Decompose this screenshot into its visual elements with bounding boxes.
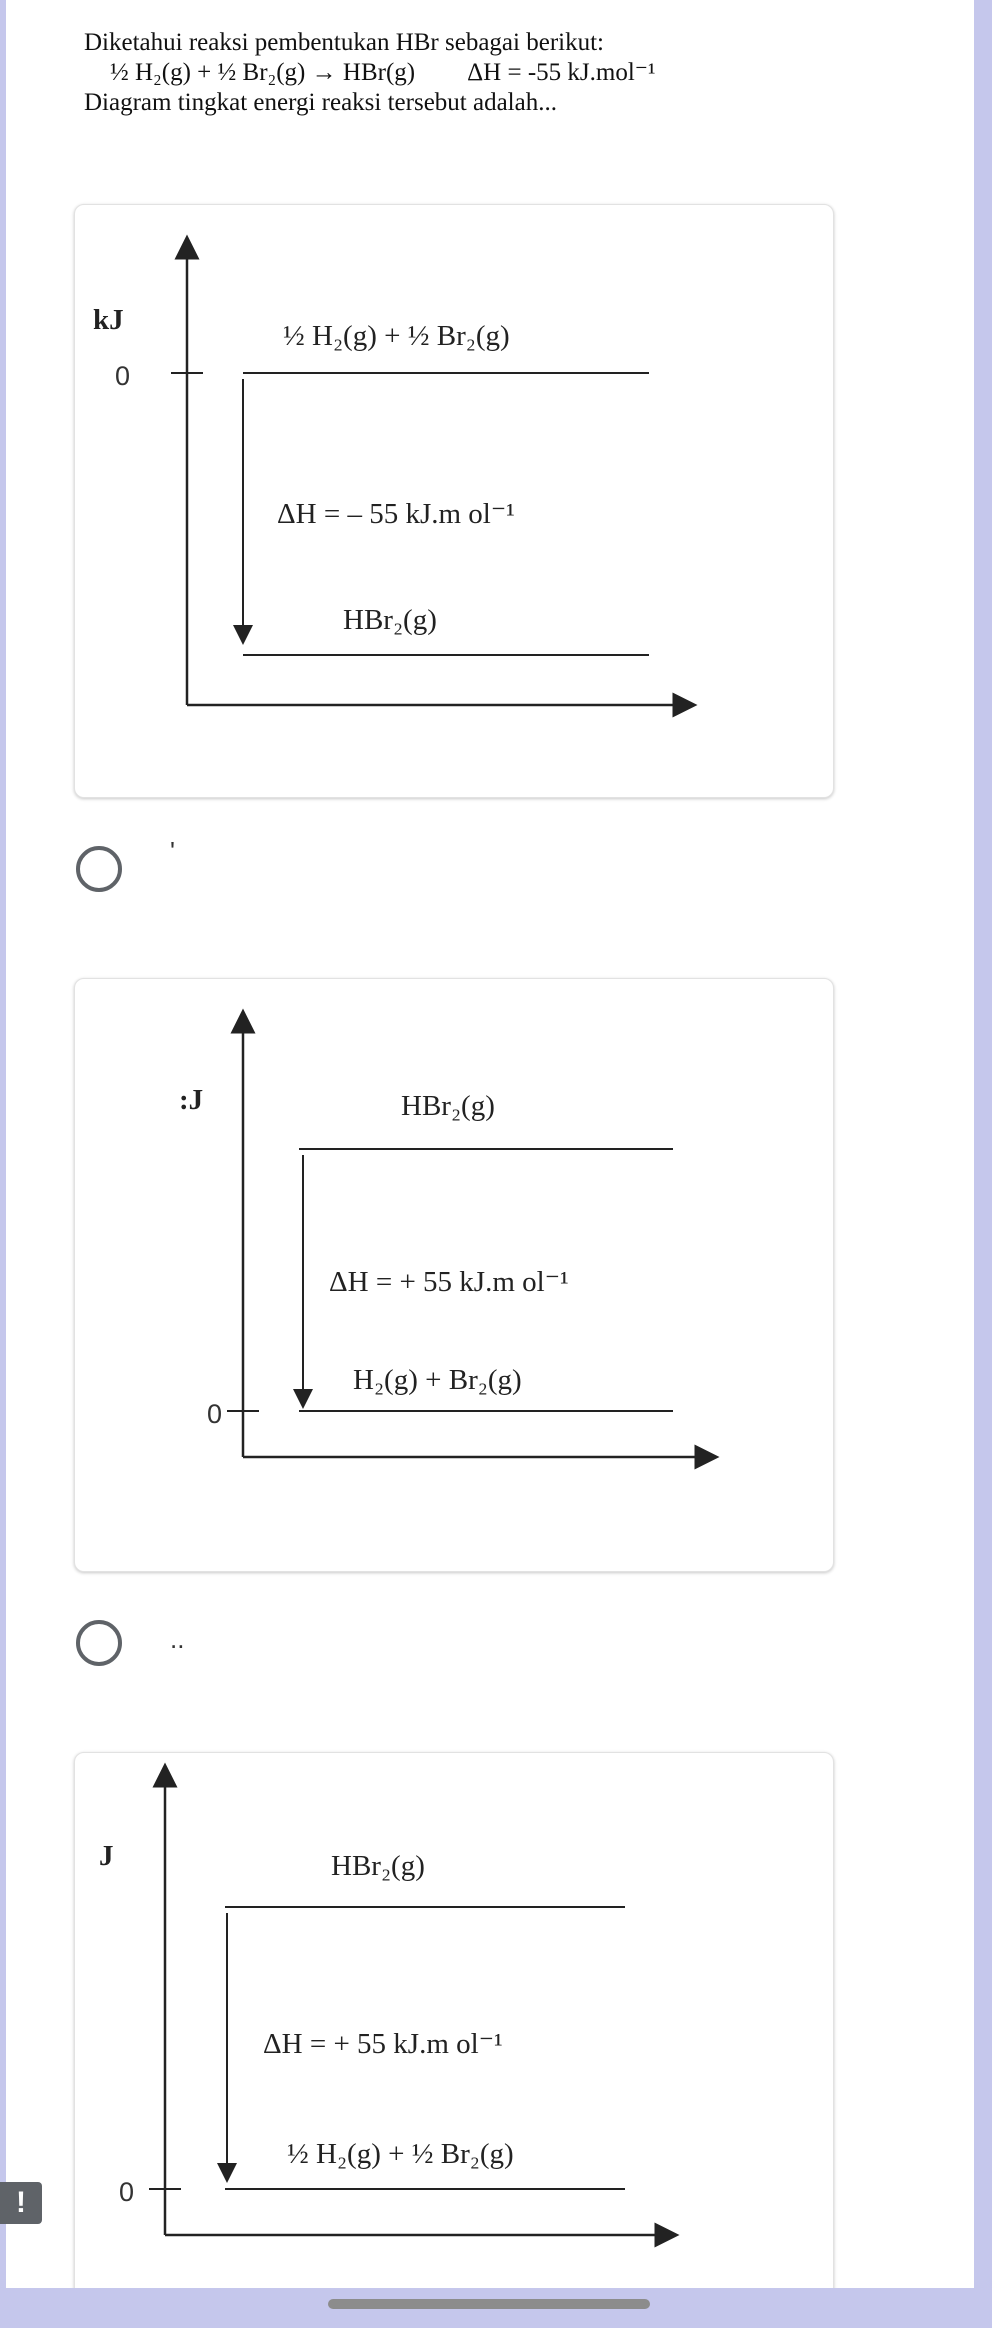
reactant-level-label: ½ H₂(g) + ½ Br₂(g): [283, 320, 510, 352]
energy-diagram-3: [75, 1753, 833, 2288]
question-line-3: Diagram tingkat energi reaksi tersebut adalah...: [84, 89, 557, 116]
form-page: [6, 0, 974, 2288]
alert-icon[interactable]: !: [0, 2182, 42, 2224]
axis-unit-label: :J: [179, 1084, 204, 1116]
delta-h-label: ΔH = + 55 kJ.m ol⁻¹: [263, 2028, 503, 2060]
option-3-image-card: [74, 1752, 834, 2288]
option-1-radio[interactable]: [76, 846, 122, 892]
zero-label: 0: [119, 2177, 135, 2207]
reactant-level-label: ½ H₂(g) + ½ Br₂(g): [287, 2138, 514, 2170]
option-2-image-card: [74, 978, 834, 1572]
option-1-label[interactable]: ': [170, 836, 175, 866]
home-gesture-bar[interactable]: [328, 2299, 650, 2309]
energy-diagram-2: [75, 979, 833, 1571]
zero-label: 0: [115, 361, 131, 391]
energy-diagram-1: [75, 205, 833, 797]
product-level-label: HBr₂(g): [401, 1090, 495, 1122]
zero-label: 0: [207, 1399, 223, 1429]
product-level-label: HBr₂(g): [331, 1850, 425, 1882]
delta-h-label: ΔH = – 55 kJ.m ol⁻¹: [277, 498, 515, 530]
option-2-radio[interactable]: [76, 1620, 122, 1666]
product-level-label: HBr₂(g): [343, 604, 437, 636]
axis-unit-label: J: [99, 1840, 114, 1872]
question-text: [84, 28, 944, 118]
reactant-level-label: H₂(g) + Br₂(g): [353, 1364, 522, 1396]
reaction-equation: ½ H₂(g) + ½ Br₂(g) → HBr(g): [110, 59, 416, 86]
axis-unit-label: kJ: [93, 304, 124, 336]
delta-h-label: ΔH = + 55 kJ.m ol⁻¹: [329, 1266, 569, 1298]
option-2-label[interactable]: ..: [170, 1624, 185, 1654]
question-line-2: [84, 58, 944, 88]
option-1-image-card: [74, 204, 834, 798]
enthalpy-value: ΔH = -55 kJ.mol⁻¹: [467, 59, 656, 86]
question-line-1: Diketahui reaksi pembentukan HBr sebagai berikut:: [84, 29, 604, 56]
